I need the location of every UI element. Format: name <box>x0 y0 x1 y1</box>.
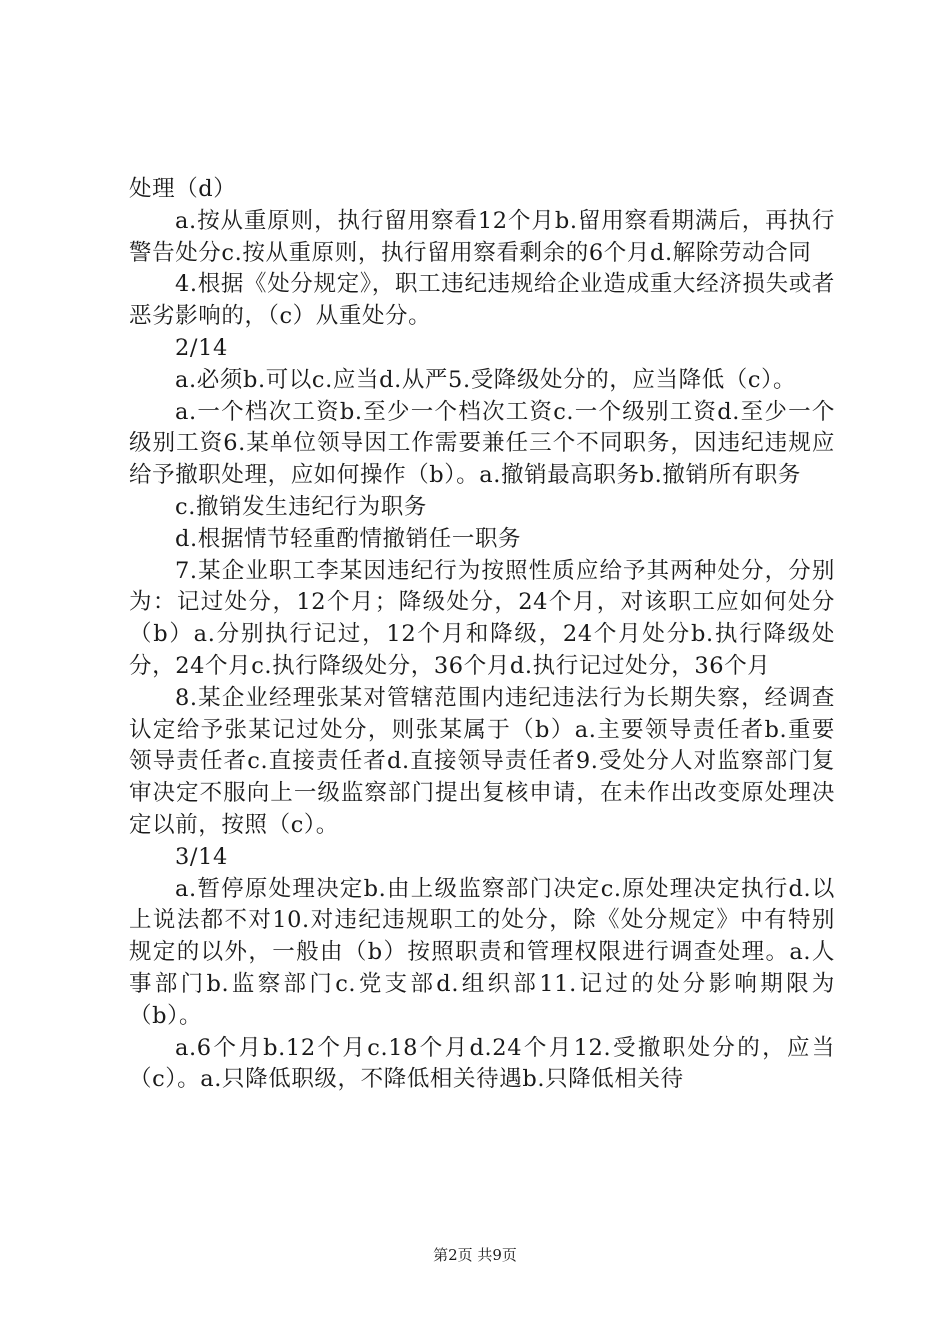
paragraph: 8.某企业经理张某对管辖范围内违纪违法行为长期失察，经调查认定给予张某记过处分，则张某属于（b）a.主要领导责任者b.重要领导责任者c.直接责任者d.直接领导责任者9.受处分人对监察部门复审决定不服向上一级监察部门提出复核申请，在未作出改变原处理决定以前，按照（c）。 <box>129 684 835 838</box>
paragraph: d.根据情节轻重酌情撤销任一职务 <box>175 525 522 552</box>
paragraph: 处理（d） <box>129 176 237 202</box>
paragraph: c.撤销发生违纪行为职务 <box>175 493 427 520</box>
paragraph: 7.某企业职工李某因违纪行为按照性质应给予其两种处分，分别为：记过处分，12个月；降级处分，24个月，对该职工应如何处分（b）a.分别执行记过，12个月和降级，24个月处分b.执行降级处分，24个月c.执行降级处分，36个月d.执行记过处分，36个月 <box>129 557 835 679</box>
paragraph: a.6个月b.12个月c.18个月d.24个月12.受撤职处分的，应当（c）。a.只降低职级，不降低相关待遇b.只降低相关待 <box>129 1034 835 1093</box>
page-footer: 第2页 共9页 <box>433 1246 517 1264</box>
paragraph: a.必须b.可以c.应当d.从严5.受降级处分的，应当降低（c）。 <box>175 366 797 393</box>
document-body <box>129 174 835 1096</box>
paragraph: 4.根据《处分规定》，职工违纪违规给企业造成重大经济损失或者恶劣影响的，（c）从重处分。 <box>129 271 835 330</box>
paragraph: a.暂停原处理决定b.由上级监察部门决定c.原处理决定执行d.以上说法都不对10.对违纪违规职工的处分，除《处分规定》中有特别规定的以外，一般由（b）按照职责和管理权限进行调查处理。a.人事部门b.监察部门c.党支部d.组织部11.记过的处分影响期限为（b）。 <box>129 875 835 1029</box>
paragraph: a.按从重原则，执行留用察看12个月b.留用察看期满后，再执行警告处分c.按从重原则，执行留用察看剩余的6个月d.解除劳动合同 <box>129 207 835 266</box>
page-marker: 2/14 <box>175 334 228 361</box>
paragraph: a.一个档次工资b.至少一个档次工资c.一个级别工资d.至少一个级别工资6.某单位领导因工作需要兼任三个不同职务，因违纪违规应给予撤职处理，应如何操作（b）。a.撤销最高职务b.撤销所有职务 <box>129 398 835 489</box>
page-marker: 3/14 <box>175 843 228 870</box>
